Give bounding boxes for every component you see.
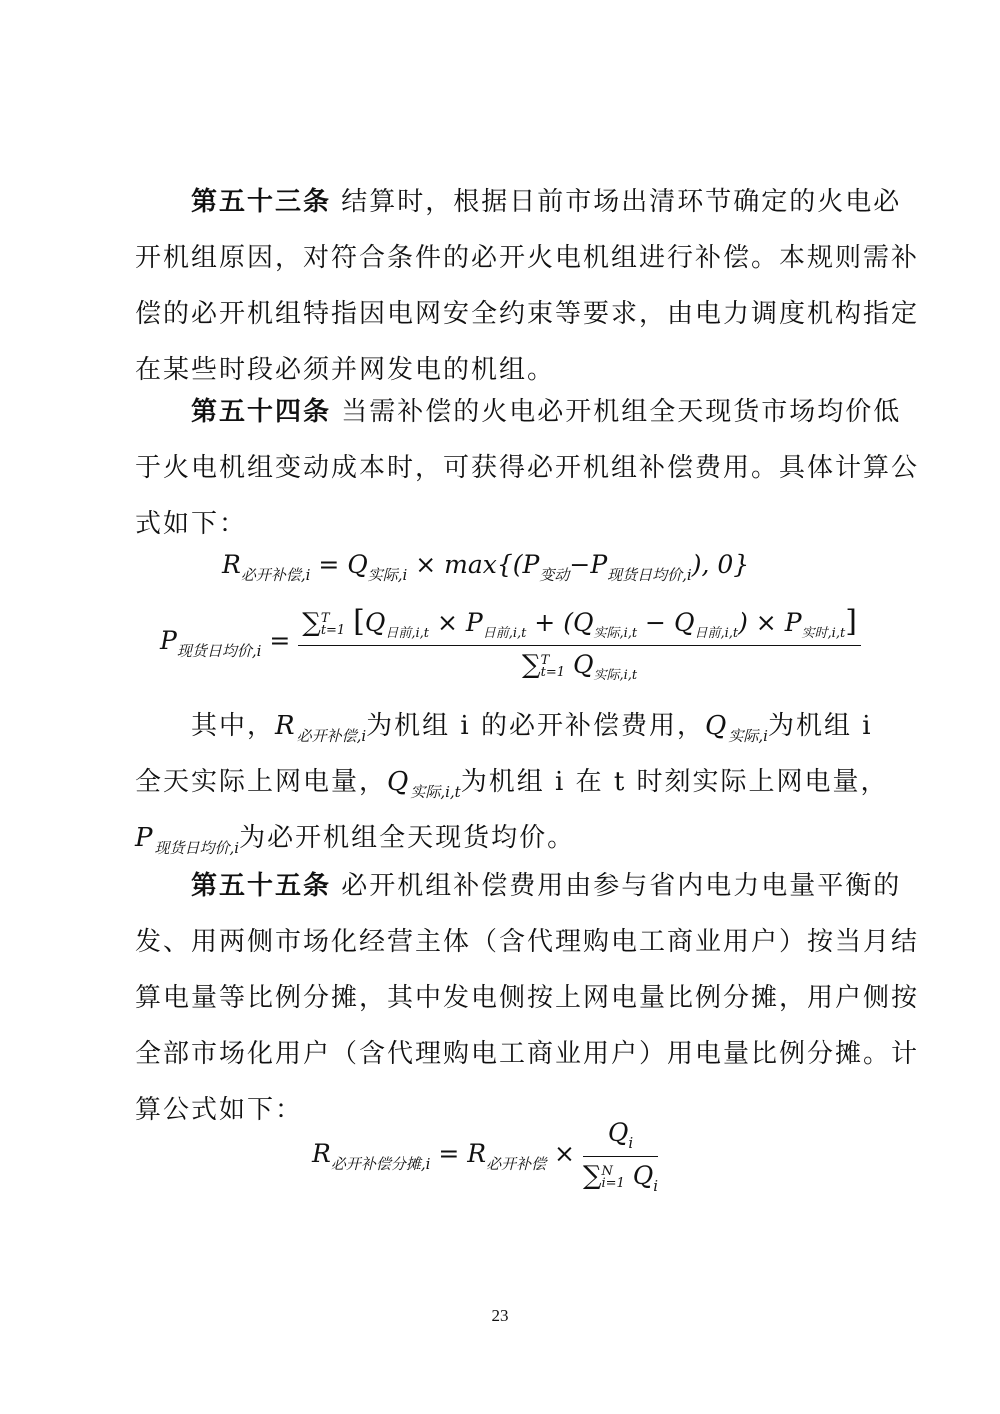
explanation-Q-t: Q bbox=[387, 767, 411, 797]
explanation-l1-a: 其中， bbox=[191, 711, 276, 741]
formula-2-Q1: Q bbox=[364, 608, 386, 637]
formula-3-numerator bbox=[583, 1118, 658, 1157]
formula-1-minus: −P bbox=[569, 550, 608, 579]
explanation-line-1 bbox=[135, 706, 936, 746]
formula-3-fraction bbox=[583, 1118, 658, 1195]
formula-2-plus: + (Q bbox=[526, 608, 594, 637]
explanation-Q-sub: 实际,i bbox=[728, 727, 768, 745]
formula-allocation bbox=[312, 1118, 658, 1195]
formula-1-P2-sub: 现货日均价,i bbox=[607, 566, 692, 584]
sum-symbol-den: ∑ bbox=[522, 650, 541, 680]
formula-2-P-sub: 现货日均价,i bbox=[176, 642, 262, 660]
formula-2-open-bracket: [ bbox=[353, 604, 365, 639]
formula-2-Q1-sub: 日前,i,t bbox=[385, 626, 430, 641]
formula-3-times: × bbox=[546, 1139, 583, 1168]
explanation-l2-b: 为机组 i 在 t 时刻实际上网电量， bbox=[460, 767, 889, 797]
formula-2-times-P2: ) × P bbox=[738, 608, 802, 637]
formula-1-R: R bbox=[222, 550, 241, 579]
explanation-line-3 bbox=[135, 818, 880, 858]
article-53-line-4: 在某些时段必须并网发电的机组。 bbox=[135, 355, 556, 385]
formula-2-P2-sub: 实时,i,t bbox=[801, 626, 846, 641]
formula-3-num-Q-sub: i bbox=[628, 1134, 634, 1152]
sum-symbol-3: ∑ bbox=[582, 1161, 602, 1191]
formula-1-max: × max{(P bbox=[407, 550, 540, 579]
article-54-heading: 第五十四条 bbox=[191, 397, 332, 427]
formula-2-Q2-sub: 实际,i,t bbox=[593, 626, 638, 641]
sum-upper-limit: T bbox=[320, 610, 330, 626]
formula-2-den-Q: Q bbox=[565, 650, 594, 679]
formula-3-eq: = R bbox=[430, 1139, 487, 1168]
article-54-line-2: 于火电机组变动成本时，可获得必开机组补偿费用。具体计算公 bbox=[135, 453, 920, 483]
article-53-line-2: 开机组原因，对符合条件的必开火电机组进行补偿。本规则需补 bbox=[135, 243, 920, 273]
formula-2-times-P1: × P bbox=[429, 608, 483, 637]
article-55-line-3: 算电量等比例分摊，其中发电侧按上网电量比例分摊，用户侧按 bbox=[135, 983, 920, 1013]
article-54-line-1 bbox=[135, 392, 936, 432]
formula-3-den-Q-sub: i bbox=[653, 1177, 659, 1195]
explanation-Q-t-sub: 实际,i,t bbox=[410, 783, 461, 801]
formula-2-denominator bbox=[298, 646, 861, 683]
formula-1-tail: ), 0} bbox=[691, 550, 750, 579]
explanation-line-2 bbox=[135, 762, 889, 802]
explanation-R-sub: 必开补偿,i bbox=[296, 727, 367, 745]
explanation-l2-a: 全天实际上网电量， bbox=[135, 767, 388, 797]
sum-symbol: ∑ bbox=[302, 608, 321, 638]
sum-upper-limit-3: N bbox=[601, 1163, 613, 1179]
explanation-P: P bbox=[135, 823, 155, 853]
formula-3-denominator bbox=[583, 1157, 658, 1195]
formula-1-P1-sub: 变动 bbox=[539, 566, 570, 584]
sum-lower-limit-3: i=1 bbox=[601, 1175, 625, 1191]
explanation-l1-b: 为机组 i 的必开补偿费用， bbox=[366, 711, 706, 741]
formula-3-R: R bbox=[312, 1139, 331, 1168]
formula-2-close-bracket: ] bbox=[845, 604, 857, 639]
formula-1-Q: Q bbox=[347, 550, 368, 579]
formula-2-numerator bbox=[298, 604, 861, 646]
explanation-l1-c: 为机组 i bbox=[767, 711, 873, 741]
article-55-line-4: 全部市场化用户（含代理购电工商业用户）用电量比例分摊。计 bbox=[135, 1039, 920, 1069]
formula-2-P1-sub: 日前,i,t bbox=[482, 626, 527, 641]
article-55-heading: 第五十五条 bbox=[191, 871, 332, 901]
article-55-line-1 bbox=[135, 866, 936, 906]
formula-3-num-Q: Q bbox=[607, 1118, 629, 1147]
explanation-R: R bbox=[275, 711, 297, 741]
formula-1-Q-sub: 实际,i bbox=[367, 566, 408, 584]
article-53-text-1: 结算时，根据日前市场出清环节确定的火电必 bbox=[341, 187, 902, 217]
page-number: 23 bbox=[491, 1306, 509, 1325]
formula-3-den-Q: Q bbox=[624, 1161, 654, 1190]
explanation-Q: Q bbox=[705, 711, 729, 741]
article-55-line-2: 发、用两侧市场化经营主体（含代理购电工商业用户）按当月结 bbox=[135, 927, 920, 957]
article-53-line-1 bbox=[135, 182, 936, 222]
formula-spot-average-price bbox=[160, 604, 861, 683]
formula-2-minus: − Q bbox=[637, 608, 695, 637]
article-54-line-3: 式如下： bbox=[135, 509, 248, 539]
formula-2-eq: = bbox=[261, 626, 299, 655]
formula-2-P: P bbox=[160, 626, 177, 655]
sum-lower-limit-den: t=1 bbox=[540, 664, 565, 680]
formula-3-R2-sub: 必开补偿 bbox=[486, 1155, 547, 1173]
sum-upper-limit-den: T bbox=[540, 652, 550, 668]
article-55-text-1: 必开机组补偿费用由参与省内电力电量平衡的 bbox=[341, 871, 902, 901]
formula-1-eq: = bbox=[310, 550, 348, 579]
formula-2-Q3-sub: 日前,i,t bbox=[694, 626, 739, 641]
formula-1-R-sub: 必开补偿,i bbox=[240, 566, 311, 584]
formula-2-fraction bbox=[298, 604, 861, 683]
explanation-l3-a: 为必开机组全天现货均价。 bbox=[239, 823, 576, 853]
article-53-line-3: 偿的必开机组特指因电网安全约束等要求，由电力调度机构指定 bbox=[135, 299, 920, 329]
explanation-P-sub: 现货日均价,i bbox=[154, 839, 240, 857]
formula-compensation bbox=[222, 550, 749, 585]
formula-3-R-sub: 必开补偿分摊,i bbox=[330, 1155, 431, 1173]
sum-lower-limit: t=1 bbox=[320, 622, 346, 638]
article-55-line-5: 算公式如下： bbox=[135, 1095, 304, 1125]
article-53-heading: 第五十三条 bbox=[191, 187, 332, 217]
formula-2-den-Q-sub: 实际,i,t bbox=[593, 668, 638, 683]
article-54-text-1: 当需补偿的火电必开机组全天现货市场均价低 bbox=[341, 397, 902, 427]
